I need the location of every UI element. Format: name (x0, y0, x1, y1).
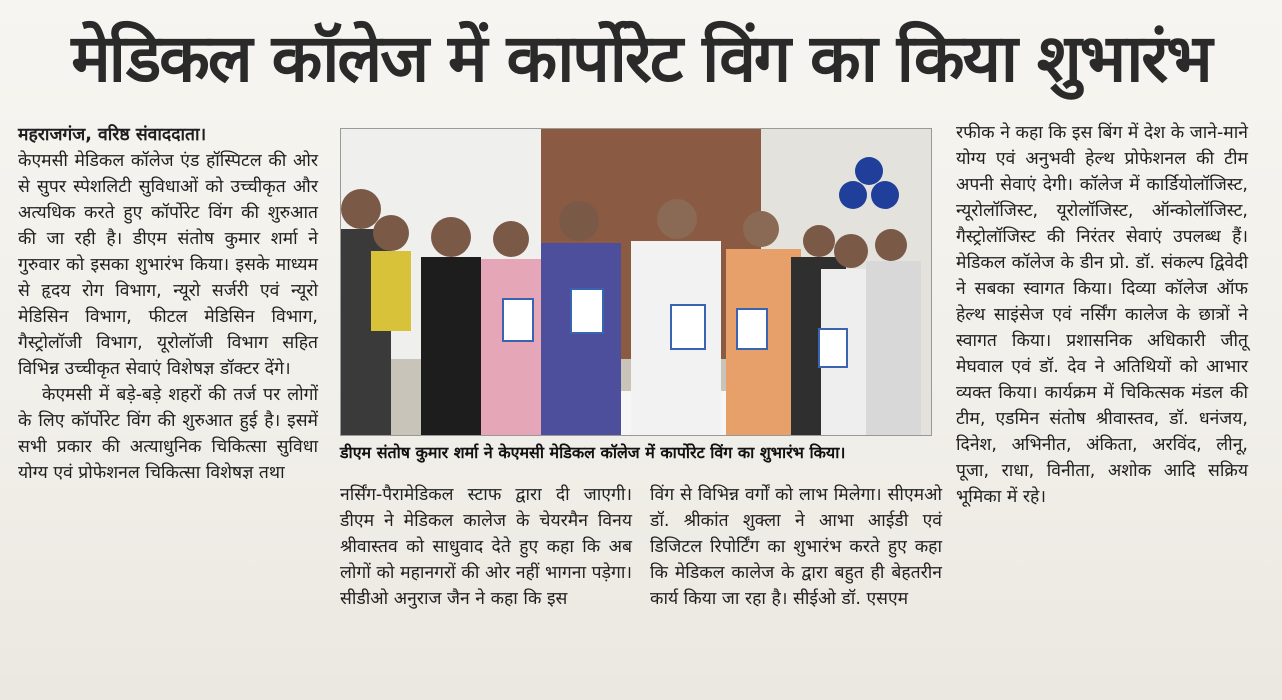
paragraph: रफीक ने कहा कि इस बिंग में देश के जाने-माने योग्य एवं अनुभवी हेल्थ प्रोफेशनल की टीम अपनी सेवाएं देगी। कॉलेज में कार्डियोलॉजिस्ट, न्यूरोलॉजिस्ट, यूरोलॉजिस्ट, ऑन्कोलॉजिस्ट, गैस्ट्रोलॉजिस्ट की निरंतर सेवाएं उपलब्ध हैं। मेडिकल कॉलेज के डीन प्रो. डॉ. संकल्प द्विवेदी ने सबका स्वागत किया। दिव्या कॉलेज ऑफ हेल्थ साइंसेज एवं नर्सिंग कालेज के छात्रों ने स्वागत किया। प्रशासनिक अधिकारी जीतू मेघवाल एवं डॉ. देव ने अतिथियों को आभार व्यक्त किया। कार्यक्रम में चिकित्सक मंडल की टीम, एडमिन संतोष श्रीवास्तव, डॉ. धनंजय, दिनेश, अभिनीत, अंकिता, अरविंद, लीनू, पूजा, राधा, विनीता, अशोक आदि सक्रिय भूमिका में रहे। (956, 123, 1248, 507)
text-column-2 (340, 482, 632, 612)
text-column-1 (18, 122, 318, 486)
paragraph: विंग से विभिन्न वर्गों को लाभ मिलेगा। सीएमओ डॉ. श्रीकांत शुक्ला ने आभा आईडी एवं डिजिटल रिपोर्टिंग का शुभारंभ करते हुए कहा कि मेडिकल कालेज के द्वारा बहुत ही बेहतरीन कार्य किया जा रहा है। सीईओ डॉ. एसएम (650, 485, 942, 609)
text-column-3 (650, 482, 942, 612)
event-photo-illustration (341, 129, 931, 435)
paragraph: नर्सिंग-पैरामेडिकल स्टाफ द्वारा दी जाएगी। डीएम ने मेडिकल कालेज के चेयरमैन विनय श्रीवास्तव को साधुवाद देते हुए कहा कि अब लोगों को महानगरों की ओर नहीं भागना पड़ेगा। सीडीओ अनुराज जैन ने कहा कि इस (340, 485, 632, 609)
text-column-4 (956, 120, 1248, 510)
byline: महराजगंज, वरिष्ठ संवाददाता। (18, 125, 207, 145)
headline: मेडिकल कॉलेज में कार्पोरेट विंग का किया शुभारंभ (71, 20, 1211, 97)
event-photo (340, 128, 932, 436)
paragraph: केएमसी में बड़े-बड़े शहरों की तर्ज पर लोगों के लिए कॉर्पोरेट विंग की शुरुआत हुई है। इसमें सभी प्रकार की अत्याधुनिक चिकित्सा सुविधा योग्य एवं प्रोफेशनल चिकित्सा विशेषज्ञ तथा (18, 385, 318, 483)
page-bottom-edge (0, 676, 1282, 700)
paragraph: केएमसी मेडिकल कॉलेज एंड हॉस्पिटल की ओर से सुपर स्पेशलिटी सुविधाओं को उच्चीकृत और अत्यधिक करते हुए कॉर्पोरेट विंग की शुरुआत की जा रही है। डीएम संतोष कुमार शर्मा ने गुरुवार को इसका शुभारंभ किया। इसके माध्यम से हृदय रोग विभाग, न्यूरो सर्जरी एवं न्यूरो मेडिसिन विभाग, फीटल मेडिसिन विभाग, गैस्ट्रोलॉजी विभाग, यूरोलॉजी विभाग सहित विभिन्न उच्चीकृत सेवाएं विशेषज्ञ डॉक्टर देंगे। (18, 151, 318, 379)
photo-caption: डीएम संतोष कुमार शर्मा ने केएमसी मेडिकल कॉलेज में कार्पोरेट विंग का शुभारंभ किया। (340, 443, 846, 462)
